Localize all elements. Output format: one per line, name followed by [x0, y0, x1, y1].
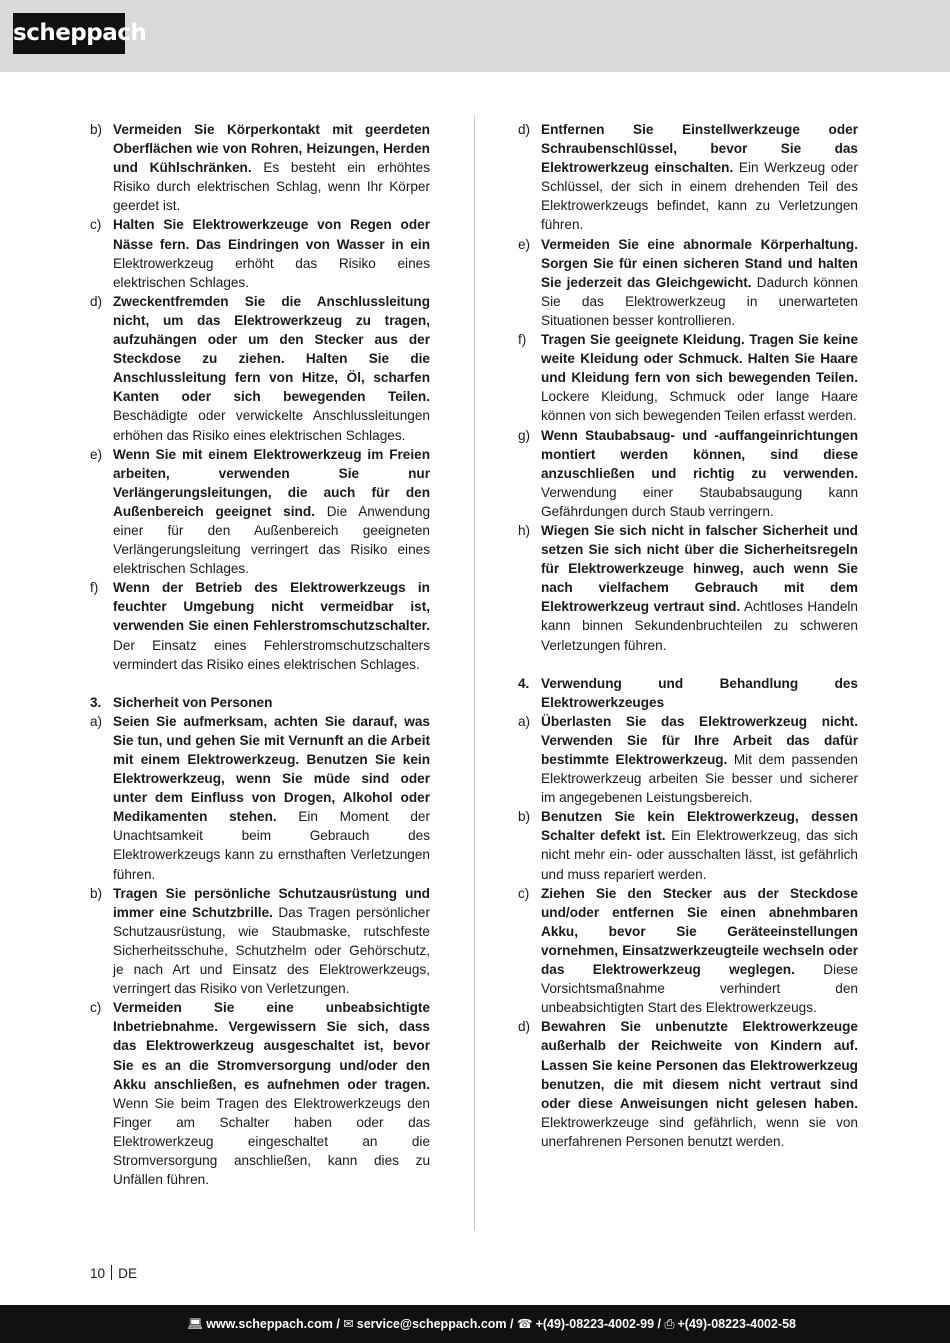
- item-body-text: Wenn Sie beim Tragen des Elektrowerkzeugs den Finger am Schalter haben oder das Elektrowerkzeug eingeschaltet an die Stromversorgung anschließen, kann dies zu Unfällen führen.: [113, 1095, 430, 1188]
- item-bold-text: Bewahren Sie unbenutzte Elektrowerkzeuge außerhalb der Reichweite von Kindern auf. Lassen Sie keine Personen das Elektrowerkzeug benutzen, die mit diesem nicht vertraut sind oder diese Anweisungen nicht gelesen haben.: [541, 1019, 858, 1111]
- mail-icon: ✉︎: [343, 1317, 354, 1331]
- brand-logo: scheppach: [13, 13, 125, 54]
- page-number-separator: [111, 1265, 112, 1280]
- page-header: [0, 0, 950, 72]
- section-number: 4.: [518, 675, 530, 691]
- item-bold-text: Entfernen Sie Einstellwerkzeuge oder Schraubenschlüssel, bevor Sie das Elektrowerkzeug einschalten.: [541, 122, 858, 176]
- item-bold-text: Tragen Sie persönliche Schutzausrüstung und immer eine Schutzbrille.: [113, 885, 430, 920]
- list-item: [518, 426, 858, 521]
- item-label: f): [518, 332, 527, 348]
- item-label: c): [518, 885, 530, 901]
- left-items-part2: [90, 712, 430, 1189]
- item-label: d): [518, 1019, 531, 1035]
- email-link[interactable]: service@scheppach.com /: [356, 1317, 514, 1331]
- item-bold-text: Wenn der Betrieb des Elektrowerkzeugs in feuchter Umgebung nicht vermeidbar ist, verwenden Sie einen Fehlerstromschutzschalter.: [113, 580, 430, 634]
- item-label: a): [518, 713, 531, 729]
- item-body-text: Ein Werkzeug oder Schlüssel, der sich in einem drehenden Teil des Elektrowerkzeugs befindet, kann zu Verletzungen führen.: [541, 160, 858, 233]
- list-item: [518, 884, 858, 1018]
- item-body-text: Diese Vorsichtsmaßnahme verhindert den unbeabsichtigten Start des Elektrowerkzeugs.: [541, 962, 858, 1016]
- language-code: DE: [118, 1266, 138, 1281]
- left-column: [90, 120, 430, 1189]
- list-item: [518, 330, 858, 425]
- item-body-text: Elektrowerkzeug erhöht das Risiko eines elektrischen Schlages.: [113, 255, 430, 290]
- right-column: [518, 120, 858, 1151]
- item-bold-text: Vermeiden Sie eine unbeabsichtigte Inbetriebnahme. Vergewissern Sie sich, dass das Elektrowerkzeug ausgeschaltet ist, bevor Sie es an die Stromversorgung und/oder den Akku anschließen, es aufnehmen oder tragen.: [113, 1000, 430, 1092]
- list-item: [90, 292, 430, 445]
- list-item: [518, 120, 858, 235]
- phone-icon: ☎︎: [516, 1317, 533, 1331]
- item-body-text: Dadurch können Sie das Elektrowerkzeug in unerwarteten Situationen besser kontrollieren.: [541, 274, 858, 328]
- item-body-text: Das Tragen persönlicher Schutzausrüstung, wie Staubmaske, rutschfeste Sicherheitsschuhe, Schutzhelm oder Gehörschutz, je nach Art und Einsatz des Elektrowerkzeugs, verringert das Risiko von Verletzungen.: [113, 904, 430, 997]
- item-bold-text: Überlasten Sie das Elektrowerkzeug nicht. Verwenden Sie für Ihre Arbeit das dafür bestimmte Elektrowerkzeug.: [541, 713, 858, 767]
- page-number-value: 10: [90, 1266, 106, 1281]
- list-item: [518, 807, 858, 883]
- item-body-text: Achtloses Handeln kann binnen Sekundenbruchteilen zu schweren Verletzungen führen.: [541, 599, 858, 653]
- list-item: [90, 578, 430, 673]
- item-label: e): [518, 236, 531, 252]
- item-label: g): [518, 427, 531, 443]
- item-body-text: Der Einsatz eines Fehlerstromschutzschalters vermindert das Risiko eines elektrischen Schlages.: [113, 637, 430, 672]
- item-body-text: Ein Elektrowerkzeug, das sich nicht mehr ein- oder ausschalten lässt, ist gefährlich und muss repariert werden.: [541, 828, 858, 882]
- item-label: b): [90, 885, 103, 901]
- fax-icon: ⎙: [664, 1317, 675, 1331]
- section-title: Sicherheit von Personen: [113, 694, 273, 710]
- list-item: [90, 120, 430, 215]
- item-label: a): [90, 713, 103, 729]
- item-bold-text: Halten Sie Elektrowerkzeuge von Regen oder Nässe fern. Das Eindringen von Wasser in ein: [113, 217, 430, 252]
- list-item: [90, 215, 430, 291]
- item-bold-text: Tragen Sie geeignete Kleidung. Tragen Sie keine weite Kleidung oder Schmuck. Halten Sie Haare und Kleidung fern von sich bewegenden Teilen.: [541, 332, 858, 386]
- item-label: h): [518, 522, 531, 538]
- page-number: [90, 1265, 137, 1282]
- phone-number: +(49)-08223-4002-99 /: [535, 1317, 661, 1331]
- item-label: e): [90, 446, 103, 462]
- item-bold-text: Wenn Staubabsaug- und -auffangeinrichtungen montiert werden können, sind diese anzuschließen und richtig zu verwenden.: [541, 427, 858, 481]
- fax-number: +(49)-08223-4002-58: [677, 1317, 796, 1331]
- item-body-text: Es besteht ein erhöhtes Risiko durch elektrischen Schlag, wenn Ihr Körper geerdet ist.: [113, 160, 431, 214]
- item-body-text: Beschädigte oder verwickelte Anschlussleitungen erhöhen das Risiko eines elektrischen Schlages.: [113, 408, 430, 443]
- item-label: c): [90, 217, 102, 233]
- list-item: [90, 998, 430, 1189]
- list-item: [90, 712, 430, 884]
- list-item: [90, 445, 430, 579]
- list-item: [518, 235, 858, 330]
- list-item: [518, 712, 858, 807]
- item-body-text: Ein Moment der Unachtsamkeit beim Gebrauch des Elektrowerkzeugs kann zu ernsthaften Verletzungen führen.: [113, 809, 431, 882]
- item-bold-text: Benutzen Sie kein Elektrowerkzeug, dessen Schalter defekt ist.: [541, 809, 858, 844]
- contact-footer: [0, 1305, 950, 1343]
- right-items-part1: [518, 120, 858, 655]
- item-body-text: Die Anwendung einer für den Außenbereich geeigneten Verlängerungsleitung verringert das Risiko eines elektrischen Schlages.: [113, 503, 430, 577]
- item-body-text: Mit dem passenden Elektrowerkzeug arbeiten Sie besser und sicherer im angegebenen Leistungsbereich.: [541, 752, 858, 806]
- list-item: [90, 884, 430, 999]
- right-items-part2: [518, 712, 858, 1151]
- item-label: c): [90, 1000, 102, 1016]
- item-label: d): [518, 122, 531, 137]
- item-bold-text: Seien Sie aufmerksam, achten Sie darauf, was Sie tun, und gehen Sie mit Vernunft an die Arbeit mit einem Elektrowerkzeug. Benutzen Sie kein Elektrowerkzeug, wenn Sie müde sind oder unter dem Einfluss von Drogen, Alkohol oder Medikamenten stehen.: [113, 713, 430, 825]
- section-title: Verwendung und Behandlung des Elektrowerkzeuges: [541, 675, 858, 710]
- website-link[interactable]: www.scheppach.com /: [206, 1317, 340, 1331]
- item-body-text: Elektrowerkzeuge sind gefährlich, wenn sie von unerfahrenen Personen benutzt werden.: [541, 1114, 858, 1149]
- item-label: b): [90, 122, 103, 137]
- item-body-text: Lockere Kleidung, Schmuck oder lange Haare können von sich bewegenden Teilen erfasst werden.: [541, 389, 858, 424]
- item-bold-text: Wenn Sie mit einem Elektrowerkzeug im Freien arbeiten, verwenden Sie nur Verlängerungsleitungen, die auch für den Außenbereich geeignet sind.: [113, 446, 430, 519]
- list-item: [518, 521, 858, 655]
- list-item: [518, 1017, 858, 1151]
- column-divider: [474, 115, 475, 1230]
- item-label: f): [90, 580, 99, 596]
- item-body-text: Verwendung einer Staubabsaugung kann Gefährdungen durch Staub verringern.: [541, 484, 858, 519]
- item-bold-text: Vermeiden Sie Körperkontakt mit geerdeten Oberflächen wie von Rohren, Heizungen, Herden und Kühlschränken.: [113, 122, 430, 176]
- section-3-heading: [90, 693, 430, 712]
- item-bold-text: Vermeiden Sie eine abnormale Körperhaltung. Sorgen Sie für einen sicheren Stand und halten Sie jederzeit das Gleichgewicht.: [541, 236, 858, 290]
- item-label: d): [90, 293, 103, 309]
- item-bold-text: Zweckentfremden Sie die Anschlussleitung nicht, um das Elektrowerkzeug zu tragen, aufzuhängen oder um den Stecker aus der Steckdose zu ziehen. Halten Sie die Anschlussleitung fern von Hitze, Öl, scharfen Kanten oder sich bewegenden Teilen.: [113, 293, 430, 405]
- item-label: b): [518, 809, 531, 825]
- computer-icon: 💻︎: [187, 1317, 204, 1331]
- item-bold-text: Wiegen Sie sich nicht in falscher Sicherheit und setzen Sie sich nicht über die Sicherheitsregeln für Elektrowerkzeuge hinweg, auch wenn Sie nach vielfachem Gebrauch mit dem Elektrowerkzeug vertraut sind.: [541, 522, 858, 615]
- section-number: 3.: [90, 694, 102, 710]
- section-4-heading: [518, 674, 858, 712]
- item-bold-text: Ziehen Sie den Stecker aus der Steckdose und/oder entfernen Sie einen abnehmbaren Akku, bevor Sie Geräteeinstellungen vornehmen, Einsatzwerkzeugteile wechseln oder das Elektrowerkzeug weglegen.: [541, 885, 858, 978]
- left-items-part1: [90, 120, 430, 674]
